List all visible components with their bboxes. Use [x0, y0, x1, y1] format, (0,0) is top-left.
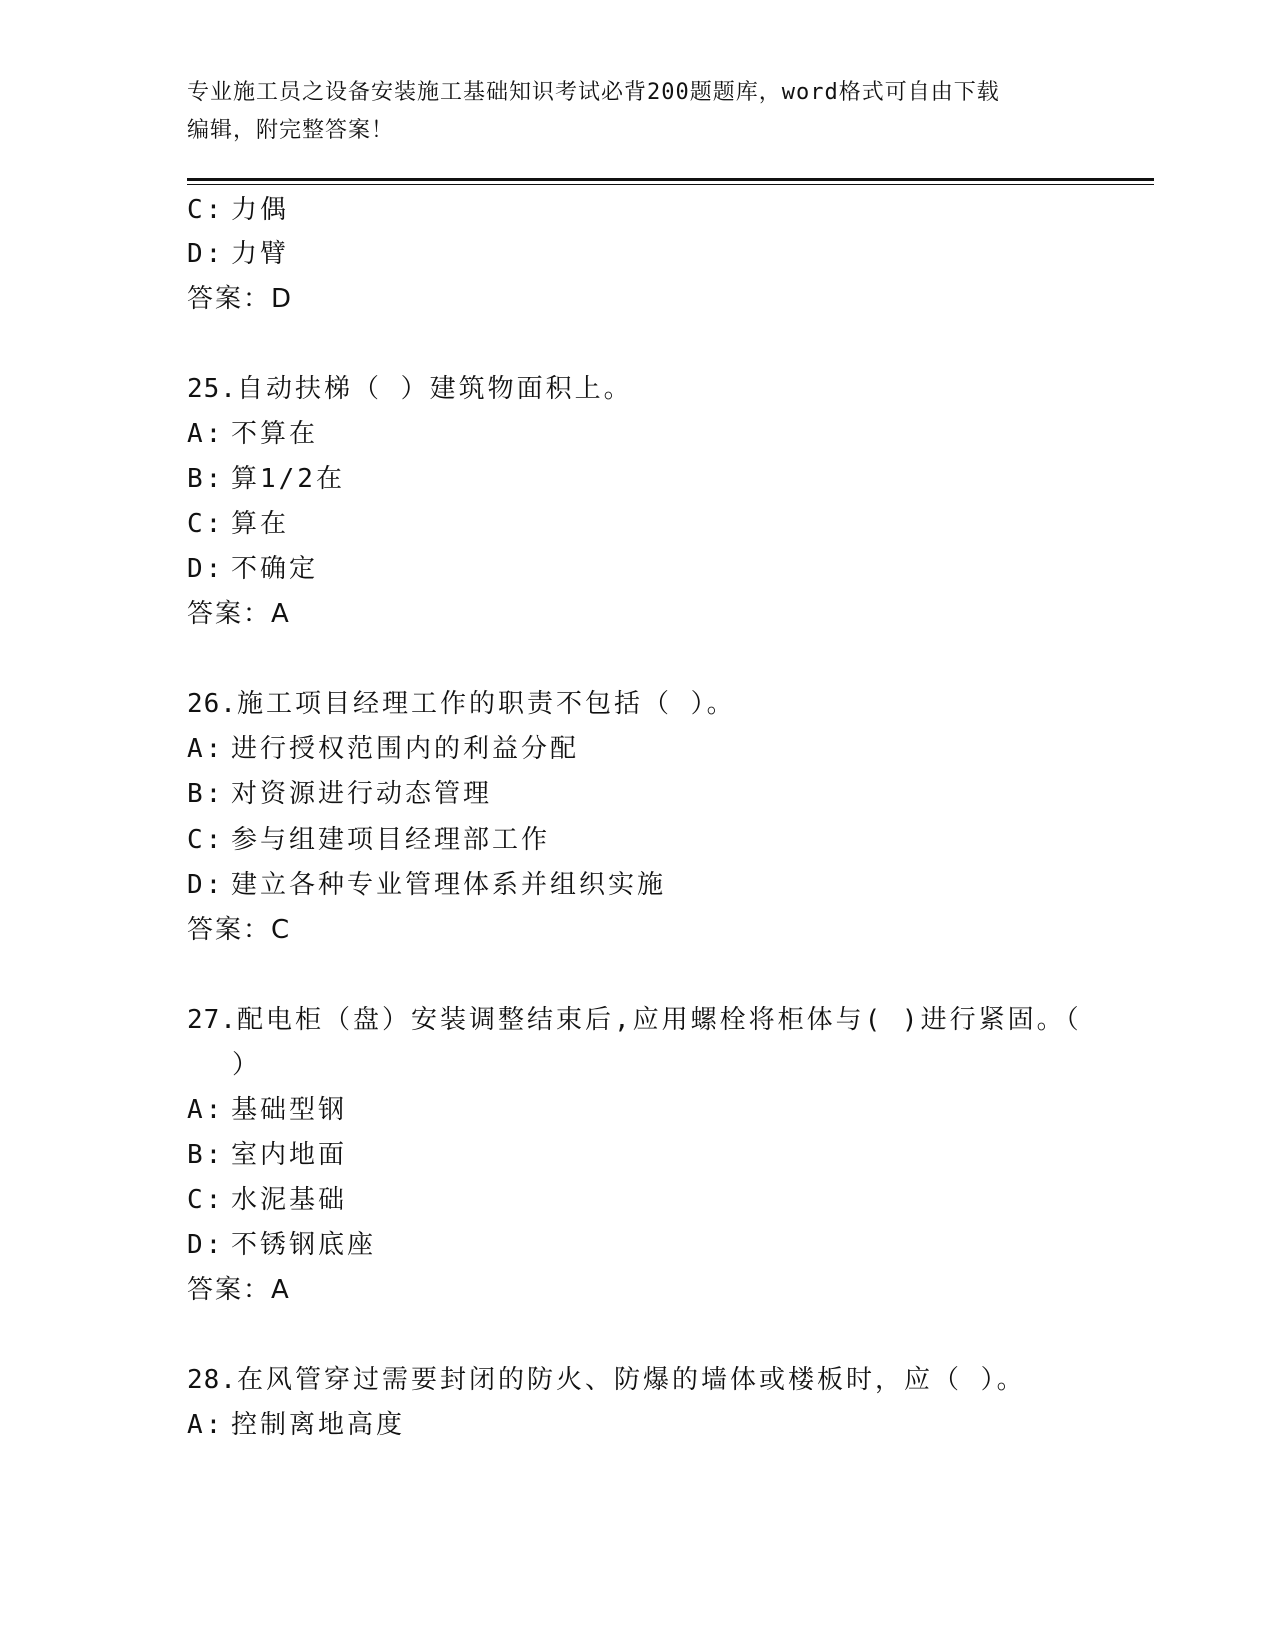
- q27-option-a: A: 基础型钢: [187, 1095, 348, 1125]
- header-title-line1: 专业施工员之设备安装施工基础知识考试必背200题题库，word格式可自由下载: [187, 80, 1000, 105]
- header-divider-thick: [187, 178, 1154, 181]
- q26-option-c: C: 参与组建项目经理部工作: [187, 825, 551, 855]
- q25-question: 25.自动扶梯（ ）建筑物面积上。: [187, 374, 633, 404]
- q25-option-b: B: 算1/2在: [187, 464, 345, 494]
- q25-option-c: C: 算在: [187, 509, 290, 539]
- q27-question-continuation: ）: [232, 1050, 262, 1080]
- header-divider-thin: [187, 184, 1154, 185]
- q28-option-a: A: 控制离地高度: [187, 1410, 406, 1440]
- q25-option-a: A: 不算在: [187, 419, 319, 449]
- q24-option-c: C: 力偶: [187, 195, 290, 225]
- q25-option-d: D: 不确定: [187, 554, 319, 584]
- q27-option-b: B: 室内地面: [187, 1140, 348, 1170]
- q28-question: 28.在风管穿过需要封闭的防火、防爆的墙体或楼板时，应（ ）。: [187, 1365, 1026, 1395]
- q27-answer: 答案：A: [187, 1275, 291, 1305]
- q25-answer: 答案：A: [187, 599, 291, 629]
- q27-option-c: C: 水泥基础: [187, 1185, 348, 1215]
- document-header: [187, 74, 1067, 150]
- q26-option-a: A: 进行授权范围内的利益分配: [187, 734, 580, 764]
- q24-option-d: D: 力臂: [187, 239, 290, 269]
- q27-question: 27.配电柜（盘）安装调整结束后,应用螺栓将柜体与( )进行紧固。（: [187, 1005, 1082, 1035]
- q26-question: 26.施工项目经理工作的职责不包括（ ）。: [187, 689, 736, 719]
- q26-option-d: D: 建立各种专业管理体系并组织实施: [187, 870, 667, 900]
- q26-option-b: B: 对资源进行动态管理: [187, 779, 493, 809]
- q24-answer: 答案：D: [187, 284, 294, 314]
- header-title-line2: 编辑，附完整答案！: [187, 118, 395, 143]
- q27-option-d: D: 不锈钢底座: [187, 1230, 377, 1260]
- q26-answer: 答案：C: [187, 915, 292, 945]
